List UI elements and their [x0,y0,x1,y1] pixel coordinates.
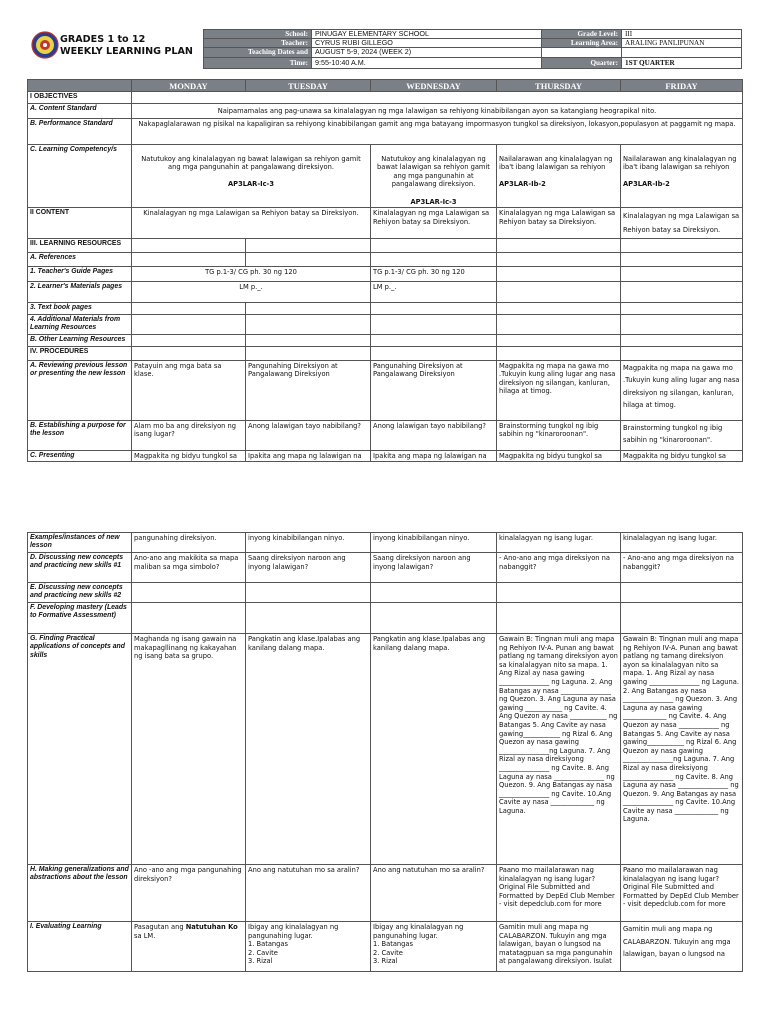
reviewing-label: A. Reviewing previous lesson or presenting the new lesson [28,360,132,420]
examples-tue: inyong kinabibilangan ninyo. [246,533,371,553]
discussing-1-label: D. Discussing new concepts and practicing new skills #1 [28,553,132,583]
procedures-label: IV. PROCEDURES [28,346,132,360]
dates-value: AUGUST 5-9, 2024 (WEEK 2) [312,48,542,57]
competency-wed-code: AP3LAR-Ic-3 [410,197,457,206]
grade-value: III [622,30,742,39]
discussing-1-tue: Saang direksiyon naroon ang inyong lalawigan? [246,553,371,583]
blank-cell [132,334,246,346]
blank-cell [497,303,621,314]
competency-wed [371,145,497,208]
day-tuesday: TUESDAY [246,80,371,92]
evaluating-wed: Ibigay ang kinalalagyan ng pangunahing lugar. 1. Batangas 2. Cavite 3. Rizal [371,922,497,972]
teacher-key: Teacher: [204,39,312,48]
competency-mon-tue-text: Natutukoy ang kinalalagyan ng bawat lalawigan sa rehiyon gamit ang mga pangunahin at pangalawang direksiyon. [141,154,361,172]
blank-cell [246,346,371,360]
objectives-label: I OBJECTIVES [28,92,132,104]
blank-cell [621,314,743,334]
quarter-value [622,57,742,68]
competency-label: C. Learning Competency/s [28,145,132,208]
blank-cell [621,253,743,267]
blank-cell [621,583,743,603]
competency-mon-tue [132,145,371,208]
applications-mon: Maghanda ng isang gawain na makapagllinang ng kakayahan ng isang bata sa grupo. [132,634,246,865]
page-2 [0,531,768,976]
blank-cell [132,603,246,634]
blank-cell [497,603,621,634]
other-resources-label: B. Other Learning Resources [28,334,132,346]
presenting-thu: Magpakita ng bidyu tungkol sa [497,450,621,462]
competency-fri-code: AP3LAR-Ib-2 [623,180,670,189]
blank-cell [497,334,621,346]
purpose-tue: Anong lalawigan tayo nabibilang? [246,420,371,450]
blank-cell [371,583,497,603]
evaluating-mon-b: Natutuhan Ko [185,923,238,931]
day-thursday: THURSDAY [497,80,621,92]
competency-thu-text: Nailalarawan ang kinalalagyan ng iba't ibang lalawigan sa rehiyon [499,154,613,172]
blank-cell [621,267,743,282]
reviewing-fri: Magpakita ng mapa na gawa mo .Tukuyin kung aling lugar ang nasa direksiyon ng silangan, kanluran, hilaga at timog. [621,360,743,420]
presenting-wed: Ipakita ang mapa ng lalawigan na [371,450,497,462]
school-value: PINUGAY ELEMENTARY SCHOOL [312,30,542,39]
generalizations-fri: Paano mo mailalarawan nag kinalalagyan ng isang lugar? Original File Submitted and Formatted by DepEd Club Member - visit depedclub.com for more [621,865,743,922]
content-thu: Kinalalagyan ng mga Lalawigan sa Rehiyon batay sa Direksiyon. [497,208,621,239]
purpose-fri: Brainstorming tungkol ng ibig sabihin ng "kinaroroonan". [621,420,743,450]
blank-cell [622,48,742,57]
blank-cell [621,346,743,360]
applications-tue: Pangkatin ang klase.Ipalabas ang kanilang dalang mapa. [246,634,371,865]
day-monday: MONDAY [132,80,246,92]
blank-cell [621,282,743,303]
blank-cell [132,303,246,314]
reviewing-tue: Pangunahing Direksiyon at Pangalawang Direksiyon [246,360,371,420]
content-mon-tue: Kinalalagyan ng mga Lalawigan sa Rehiyon batay sa Direksiyon. [132,208,371,239]
blank-cell [497,346,621,360]
page-1 [0,0,768,470]
blank-cell [246,314,371,334]
corner-cell [28,80,132,92]
blank-cell [621,239,743,253]
evaluating-fri: Gamitin muli ang mapa ng CALABARZON. Tukuyin ang mga lalawigan, bayan o lungsod na [621,922,743,972]
title-line-2: WEEKLY LEARNING PLAN [60,46,193,57]
deped-seal-logo [31,31,59,59]
blank-cell [371,346,497,360]
blank-cell [132,583,246,603]
objectives-blank [132,92,743,104]
applications-thu: Gawain B: Tingnan muli ang mapa ng Rehiyon IV-A. Punan ang bawat patlang ng tamang direksiyon ayon sa kinalalagyan nito sa mapa. 1. Ang Rizal ay nasa gawing _______________ ng Laguna. 2. Ang Batangas ay nasa _______________ ng Quezon. 3. Ang Laguna ay nasa gawing ___________ ng Cavite. 4. Ang Quezon ay nasa ___________ ng Batangas 5. Ang Cavite ay nasa gawing___________ ng Rizal 6. Ang Quezon ay nasa gawing _______________ng Laguna. 7. Ang Rizal ay nasa direksiyong _______________ ng Cavite. 8. Ang Laguna ay nasa _______________ ng Quezon. 9. Ang Batangas ay nasa _______________ ng Cavite. 10.Ang Cavite ay nasa _____________ ng Laguna. [497,634,621,865]
presenting-mon: Magpakita ng bidyu tungkol sa [132,450,246,462]
developing-mastery-label: F. Developing mastery (Leads to Formative Assessment) [28,603,132,634]
generalizations-tue: Ano ang natutuhan mo sa aralin? [246,865,371,922]
day-wednesday: WEDNESDAY [371,80,497,92]
blank-cell [371,334,497,346]
plan-title [60,34,193,58]
purpose-mon: Alam mo ba ang direksiyon ng isang lugar? [132,420,246,450]
applications-fri: Gawain B: Tingnan muli ang mapa ng Rehiyon IV-A. Punan ang bawat patlang ng tamang direksiyon ayon sa kinalalagyan nito sa mapa. 1. Ang Rizal ay nasa gawing _______________ ng Laguna. 2. Ang Batangas ay nasa _______________ ng Quezon. 3. Ang Laguna ay nasa gawing _____________ ng Cavite. 4. Ang Quezon ay nasa ____________ ng Batangas 5. Ang Cavite ay nasa gawing___________ ng Rizal 6. Ang Quezon ay nasa gawing _______________ng Laguna. 7. Ang Rizal ay nasa direksiyong _______________ ng Cavite. 8. Ang Laguna ay nasa _______________ ng Quezon. 9. Ang Batangas ay nasa _______________ ng Cavite. 10.Ang Cavite ay nasa _____________ ng Laguna. [621,634,743,865]
presenting-fri: Magpakita ng bidyu tungkol sa [621,450,743,462]
examples-fri: kinalalagyan ng isang lugar. [621,533,743,553]
purpose-wed: Anong lalawigan tayo nabibilang? [371,420,497,450]
blank-cell [497,239,621,253]
generalizations-wed: Ano ang natutuhan mo sa aralin? [371,865,497,922]
tg-wed: TG p.1-3/ CG ph. 30 ng 120 [371,267,497,282]
blank-cell [132,314,246,334]
blank-cell [497,314,621,334]
evaluating-thu: Gamitin muli ang mapa ng CALABARZON. Tukuyin ang mga lalawigan, bayan o lungsod na matatagpuan sa mga pangunahin at pangalawang direksiyon. Isulat [497,922,621,972]
resources-label: III. LEARNING RESOURCES [28,239,132,253]
generalizations-thu: Paano mo mailalarawan nag kinalalagyan ng isang lugar? Original File Submitted and Formatted by DepEd Club Member - visit depedclub.com for more [497,865,621,922]
quarter-text: 1ST QUARTER [625,58,675,67]
blank-cell [246,239,371,253]
examples-label: Examples/instances of new lesson [28,533,132,553]
textbook-label: 3. Text book pages [28,303,132,314]
performance-standard-text: Nakapaglalarawan ng pisikal na kapaligiran sa rehiyong kinabibilangan gamit ang mga batayang impormasyon tungkol sa direksiyon, lokasyon,populasyon at paggamit ng mapa. [132,119,743,145]
generalizations-label: H. Making generalizations and abstractions about the lesson [28,865,132,922]
lm-label: 2. Learner's Materials pages [28,282,132,303]
blank-cell [497,267,621,282]
competency-fri [621,145,743,208]
area-key: Learning Area: [542,39,622,48]
competency-thu-code: AP3LAR-Ib-2 [499,180,546,189]
examples-mon: pangunahing direksiyon. [132,533,246,553]
competency-fri-text: Nailalarawan ang kinalalagyan ng iba't ibang lalawigan sa rehiyon [623,154,737,172]
examples-thu: kinalalagyan ng isang lugar. [497,533,621,553]
blank-cell [246,583,371,603]
examples-wed: inyong kinabibilangan ninyo. [371,533,497,553]
grade-key: Grade Level: [542,30,622,39]
tg-mon-tue: TG p.1-3/ CG ph. 30 ng 120 [132,267,371,282]
presenting-tue: Ipakita ang mapa ng lalawigan na [246,450,371,462]
tg-label: 1. Teacher's Guide Pages [28,267,132,282]
blank-cell [132,346,246,360]
additional-materials-label: 4. Additional Materials from Learning Resources [28,314,132,334]
generalizations-mon: Ano -ano ang mga pangunahing direksiyon? [132,865,246,922]
competency-mon-tue-code: AP3LAR-Ic-3 [228,180,274,189]
content-label: II CONTENT [28,208,132,239]
dates-key: Teaching Dates and [204,48,312,57]
discussing-1-fri: - Ano-ano ang mga direksiyon na nabanggit? [621,553,743,583]
blank-cell [132,253,246,267]
day-friday: FRIDAY [621,80,743,92]
blank-cell [542,48,622,57]
discussing-2-label: E. Discussing new concepts and practicing new skills #2 [28,583,132,603]
content-standard-label: A. Content Standard [28,104,132,119]
purpose-label: B. Establishing a purpose for the lesson [28,420,132,450]
content-standard-text: Naipamamalas ang pag-unawa sa kinalalagyan ng mga lalawigan sa rehiyong kinabibilangan ayon sa katangiang heograpikal nito. [132,104,743,119]
time-value: 9:55-10:40 A.M. [312,57,542,68]
time-key: Time: [204,57,312,68]
applications-label: G. Finding Practical applications of concepts and skills [28,634,132,865]
blank-cell [246,603,371,634]
plan-table-page-2 [27,532,743,972]
blank-cell [621,334,743,346]
blank-cell [246,253,371,267]
blank-cell [246,303,371,314]
evaluating-mon [132,922,246,972]
reviewing-thu: Magpakita ng mapa na gawa mo .Tukuyin kung aling lugar ang nasa direksiyon ng silangan, kanluran, hilaga at timog. [497,360,621,420]
blank-cell [371,239,497,253]
references-label: A. References [28,253,132,267]
blank-cell [371,303,497,314]
blank-cell [621,303,743,314]
evaluating-mon-c: sa LM. [134,931,156,940]
lm-mon-tue: LM p._. [132,282,371,303]
plan-table-page-1 [27,79,743,462]
blank-cell [621,603,743,634]
evaluating-label: I. Evaluating Learning [28,922,132,972]
blank-cell [132,239,246,253]
blank-cell [497,583,621,603]
teacher-value: CYRUS RUBI GILLEGO [312,39,542,48]
reviewing-wed: Pangunahing Direksiyon at Pangalawang Direksiyon [371,360,497,420]
blank-cell [497,253,621,267]
applications-wed: Pangkatin ang klase.Ipalabas ang kanilang dalang mapa. [371,634,497,865]
lm-wed: LM p._. [371,282,497,303]
blank-cell [497,282,621,303]
title-line-1: GRADES 1 to 12 [60,34,146,45]
content-fri: Kinalalagyan ng mga Lalawigan sa Rehiyon batay sa Direksiyon. [621,208,743,239]
presenting-label: C. Presenting [28,450,132,462]
school-key: School: [204,30,312,39]
performance-standard-label: B. Performance Standard [28,119,132,145]
discussing-1-mon: Ano-ano ang makikita sa mapa maliban sa mga simbolo? [132,553,246,583]
discussing-1-thu: - Ano-ano ang mga direksiyon na nabanggit? [497,553,621,583]
blank-cell [371,603,497,634]
area-value: ARALING PANLIPUNAN [622,39,742,48]
header-info-table [203,29,742,69]
quarter-key: Quarter: [542,57,622,68]
purpose-thu: Brainstorming tungkol ng ibig sabihin ng "kinaroroonan". [497,420,621,450]
competency-thu [497,145,621,208]
discussing-1-wed: Saang direksiyon naroon ang inyong lalawigan? [371,553,497,583]
evaluating-mon-a: Pasagutan ang [134,923,186,931]
blank-cell [371,314,497,334]
reviewing-mon: Patayuin ang mga bata sa klase. [132,360,246,420]
blank-cell [246,334,371,346]
blank-cell [371,253,497,267]
evaluating-tue: Ibigay ang kinalalagyan ng pangunahing lugar. 1. Batangas 2. Cavite 3. Rizal [246,922,371,972]
content-wed: Kinalalagyan ng mga Lalawigan sa Rehiyon batay sa Direksiyon. [371,208,497,239]
competency-wed-text: Natutukoy ang kinalalagyan ng bawat lalawigan sa rehiyon gamit ang mga pangunahin at pangalawang direksiyon. [377,154,490,189]
